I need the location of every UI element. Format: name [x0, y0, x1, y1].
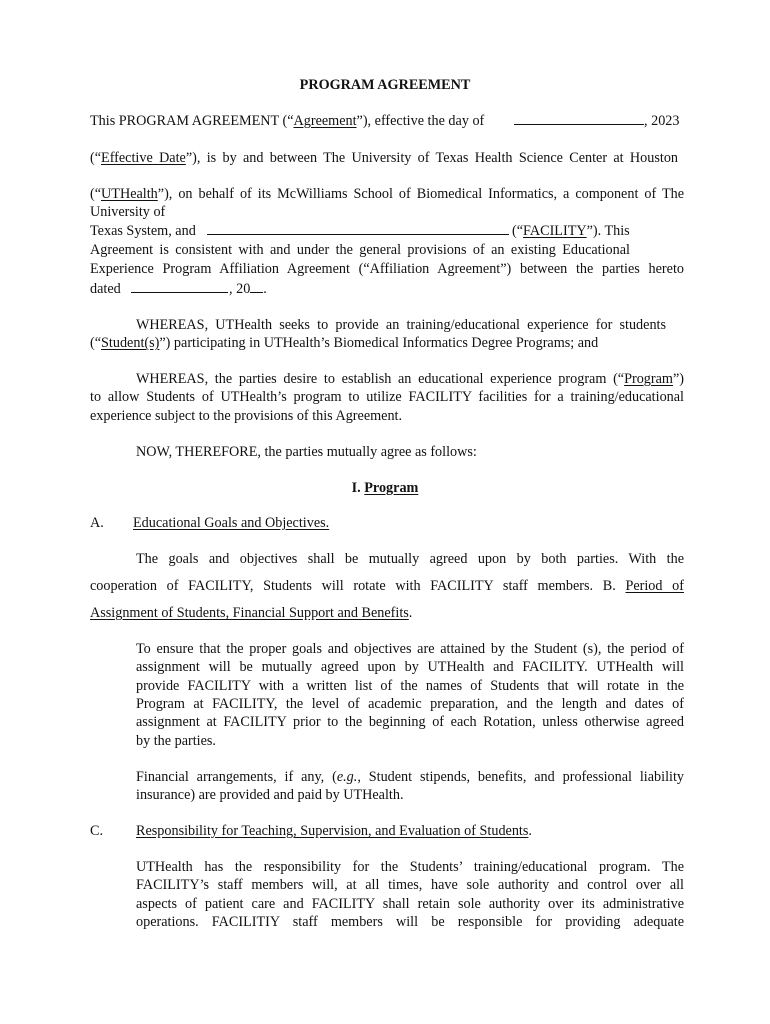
whereas-1-line-1: WHEREAS, UTHealth seeks to provide an training/educational experience for students — [136, 317, 666, 333]
intro-text: This PROGRAM AGREEMENT (“ — [90, 113, 294, 129]
goals-line-2: cooperation of FACILITY, Students will rotate with FACILITY staff members. B. Period of — [90, 578, 684, 594]
subsection-c-title: Responsibility for Teaching, Supervision, and Evaluation of Students. — [136, 823, 532, 839]
intro-text: ”), effective the day of — [356, 113, 485, 129]
section-heading-program: I. Program — [351, 480, 419, 496]
intro-line-7: Experience Program Affiliation Agreement (“Affiliation Agreement”) between the parties hereto — [90, 261, 684, 277]
intro-year: , 2023 — [644, 113, 680, 129]
responsibility-line: UTHealth has the responsibility for the Students’ training/educational program. The — [136, 859, 684, 875]
subsection-a-letter: A. — [90, 515, 104, 531]
responsibility-line: aspects of patient care and FACILITY shall retain sole authority over its administrative — [136, 896, 684, 912]
goals-line-1: The goals and objectives shall be mutually agreed upon by both parties. With the — [136, 551, 684, 567]
assignment-line: assignment at FACILITY prior to the beginning of each Rotation, unless otherwise agreed — [136, 714, 684, 730]
responsibility-line: FACILITY’s staff members will, at all times, have sole authority and control over all — [136, 877, 684, 893]
financial-line-1: Financial arrangements, if any, (e.g., Student stipends, benefits, and professional liability — [136, 769, 684, 785]
intro-line-2: (“Effective Date”), is by and between The University of Texas Health Science Center at Houston — [90, 150, 679, 166]
whereas-2-line-2: to allow Students of UTHealth’s program to utilize FACILITY facilities for a training/educational — [90, 389, 684, 405]
assignment-line: provide FACILITY with a written list of the names of Students that will rotate in the — [136, 678, 684, 694]
goals-line-3: Assignment of Students, Financial Support and Benefits. — [90, 605, 413, 621]
whereas-2-line-1: WHEREAS, the parties desire to establish an educational experience program (“Program”) — [136, 371, 684, 387]
intro-line-6: Agreement is consistent with and under the general provisions of an existing Educational — [90, 242, 630, 258]
defined-term-facility: FACILITY — [523, 223, 587, 239]
subsection-a-title: Educational Goals and Objectives. — [133, 515, 330, 531]
subsection-b-title-end: Assignment of Students, Financial Support and Benefits — [90, 605, 409, 621]
assignment-line: by the parties. — [136, 733, 216, 749]
affiliation-year: , 20 . — [229, 281, 267, 297]
facility-name-blank[interactable] — [207, 222, 509, 240]
responsibility-line: operations. FACILITIY staff members will be responsible for providing adequate — [136, 914, 684, 930]
defined-term-uthealth: UTHealth — [101, 186, 158, 202]
defined-term-effective-date: Effective Date — [101, 150, 186, 166]
financial-line-2: insurance) are provided and paid by UTHealth. — [136, 787, 404, 803]
subsection-b-title-start: Period of — [625, 578, 684, 594]
defined-term-program: Program — [624, 371, 673, 387]
whereas-1-line-2: (“Student(s)”) participating in UTHealth’s Biomedical Informatics Degree Programs; and — [90, 335, 599, 351]
effective-day-blank[interactable] — [514, 112, 644, 130]
defined-term-students: Student(s) — [101, 335, 160, 351]
intro-line-5-tail: (“FACILITY”). This — [512, 223, 630, 239]
assignment-line: To ensure that the proper goals and objectives are attained by the Student (s), the period of — [136, 641, 684, 657]
intro-line-5: Texas System, and — [90, 223, 196, 239]
affiliation-date-blank[interactable] — [131, 280, 228, 298]
assignment-line: assignment will be mutually agreed upon by UTHealth and FACILITY. UTHealth will — [136, 659, 684, 675]
now-therefore: NOW, THEREFORE, the parties mutually agree as follows: — [136, 444, 477, 460]
whereas-2-line-3: experience subject to the provisions of this Agreement. — [90, 408, 403, 424]
document-title: PROGRAM AGREEMENT — [299, 77, 471, 93]
defined-term-agreement: Agreement — [293, 113, 357, 129]
affiliation-year-blank[interactable] — [250, 280, 263, 293]
intro-line-3: (“UTHealth”), on behalf of its McWilliams School of Biomedical Informatics, a component of The — [90, 186, 684, 202]
subsection-c-letter: C. — [90, 823, 104, 839]
intro-line-1 — [90, 112, 484, 130]
intro-line-8: dated — [90, 281, 121, 297]
intro-line-4: University of — [90, 204, 166, 220]
assignment-line: Program at FACILITY, the level of academic preparation, and the length and dates of — [136, 696, 684, 712]
